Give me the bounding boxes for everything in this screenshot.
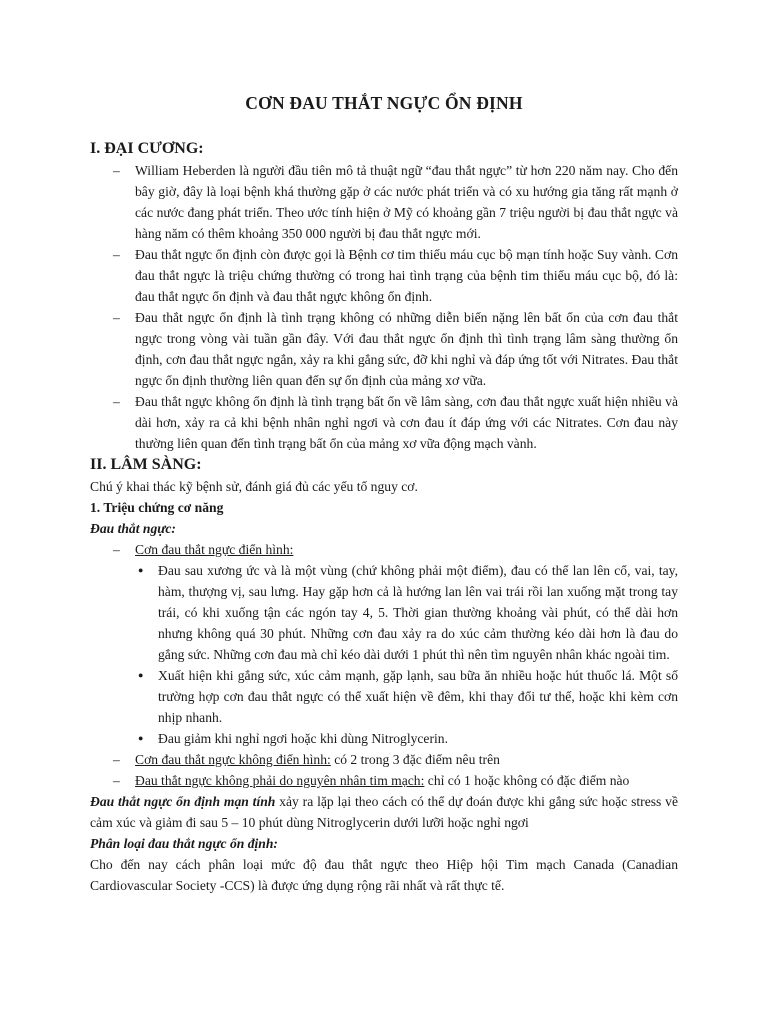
bullet-marker: ● [138, 670, 144, 680]
typical-item [90, 539, 678, 560]
typical-bullet-item [90, 560, 678, 665]
dash-marker: – [113, 247, 120, 262]
general-item [90, 307, 678, 391]
general-item-text: Đau thắt ngực ổn định còn được gọi là Bệnh cơ tim thiếu máu cục bộ mạn tính hoặc Suy vành. Cơn đau thắt ngực là triệu chứng thường có trong hai tình trạng của bệnh tim thiếu máu cục bộ, đó là: đau thắt ngực ổn định và đau thắt ngực không ổn định. [135, 247, 678, 304]
noncardiac-angina-label: Đau thắt ngực không phải do nguyên nhân tim mạch: [135, 773, 425, 788]
dash-marker: – [113, 163, 120, 178]
noncardiac-item [90, 770, 678, 791]
classification-label: Phân loại đau thắt ngực ổn định: [90, 836, 278, 851]
bullet-marker: ● [138, 565, 144, 575]
chronic-angina-paragraph [90, 791, 678, 833]
typical-bullet-text: Đau sau xương ức và là một vùng (chứ không phải một điểm), đau có thể lan lên cổ, vai, tay, hàm, thượng vị, sau lưng. Hay gặp hơn cả là hướng lan lên vai trái rồi lan xuống mặt trong tay trái, có khi xuống tận các ngón tay 4, 5. Thời gian thường khoảng vài phút, có thể dài hơn nhưng không quá 30 phút. Những cơn đau xảy ra do xúc cảm thường kéo dài hơn là đau do gắng sức. Những cơn đau mà chỉ kéo dài dưới 1 phút thì nên tìm nguyên nhân khác ngoài tim. [158, 563, 678, 662]
noncardiac-angina-text: chỉ có 1 hoặc không có đặc điểm nào [424, 773, 630, 788]
atypical-angina-label: Cơn đau thắt ngực không điển hình: [135, 752, 331, 767]
general-list [90, 160, 678, 454]
document-content [90, 92, 678, 896]
chronic-angina-label: Đau thắt ngực ổn định mạn tính [90, 794, 276, 809]
document-title: CƠN ĐAU THẮT NGỰC ỔN ĐỊNH [245, 93, 523, 113]
typical-bullet-text: Xuất hiện khi gắng sức, xúc cảm mạnh, gặp lạnh, sau bữa ăn nhiều hoặc hút thuốc lá. Một số trường hợp cơn đau thắt ngực có thể xuất hiện về đêm, khi thay đổi tư thế, hoặc khi kèm cơn nhịp nhanh. [158, 668, 678, 725]
typical-bullets [90, 560, 678, 749]
general-item-text: Đau thắt ngực ổn định là tình trạng không có những diễn biến nặng lên bất ổn của cơn đau thắt ngực trong vòng vài tuần gần đây. Với đau thắt ngực ổn định thì tình trạng lâm sàng thường ổn định, cơn đau thắt ngực ngắn, xảy ra khi gắng sức, đỡ khi nghỉ và đáp ứng tốt với Nitrates. Đau thắt ngực ổn định thường liên quan đến sự ổn định của mảng xơ vữa. [135, 310, 678, 388]
dash-marker: – [113, 752, 120, 767]
typical-bullet-item [90, 665, 678, 728]
general-item-text: Đau thắt ngực không ổn định là tình trạng bất ổn về lâm sàng, cơn đau thắt ngực xuất hiện nhiều và dài hơn, xảy ra cả khi bệnh nhân nghỉ ngơi và cơn đau ít đáp ứng với các Nitrates. Cơn đau này thường liên quan đến tình trạng bất ổn của mảng xơ vữa động mạch vành. [135, 394, 678, 451]
general-item-text: William Heberden là người đầu tiên mô tả thuật ngữ “đau thắt ngực” từ hơn 220 năm nay. Cho đến bây giờ, đây là loại bệnh khá thường gặp ở các nước phát triển và có xu hướng gia tăng rất mạnh ở các nước đang phát triển. Theo ước tính hiện ở Mỹ có khoảng gần 7 triệu người bị đau thắt ngực và hàng năm có thêm khoảng 350 000 người bị đau thắt ngực mới. [135, 163, 678, 241]
general-item [90, 160, 678, 244]
classification-text: Cho đến nay cách phân loại mức độ đau thắt ngực theo Hiệp hội Tim mạch Canada (Canadian Cardiovascular Society -CCS) là được ứng dụng rộng rãi nhất và rất thực tế. [90, 857, 678, 893]
atypical-item [90, 749, 678, 770]
section-heading-general: I. ĐẠI CƯƠNG: [90, 140, 204, 157]
angina-label: Đau thắt ngực: [90, 521, 176, 536]
general-item [90, 391, 678, 454]
angina-type-list [90, 749, 678, 791]
general-item [90, 244, 678, 307]
atypical-angina-text: có 2 trong 3 đặc điểm nêu trên [330, 752, 500, 767]
dash-marker: – [113, 394, 120, 409]
dash-marker: – [113, 542, 120, 557]
dash-marker: – [113, 310, 120, 325]
section-heading-clinical: II. LÂM SÀNG: [90, 456, 202, 473]
dash-marker: – [113, 773, 120, 788]
typical-bullet-text: Đau giảm khi nghỉ ngơi hoặc khi dùng Nitroglycerin. [158, 731, 448, 746]
clinical-intro: Chú ý khai thác kỹ bệnh sử, đánh giá đủ các yếu tố nguy cơ. [90, 479, 418, 494]
symptoms-subheading: 1. Triệu chứng cơ năng [90, 500, 224, 515]
typical-angina-label: Cơn đau thắt ngực điển hình: [135, 542, 294, 557]
chronic-angina-text: xảy ra lặp lại theo cách có thể dự đoán được khi gắng sức hoặc stress về cảm xúc và giảm đi sau 5 – 10 phút dùng Nitroglycerin dưới lưỡi hoặc nghỉ ngơi [90, 794, 679, 830]
typical-bullet-item [90, 728, 678, 749]
typical-list [90, 539, 678, 560]
bullet-marker: ● [138, 733, 144, 743]
